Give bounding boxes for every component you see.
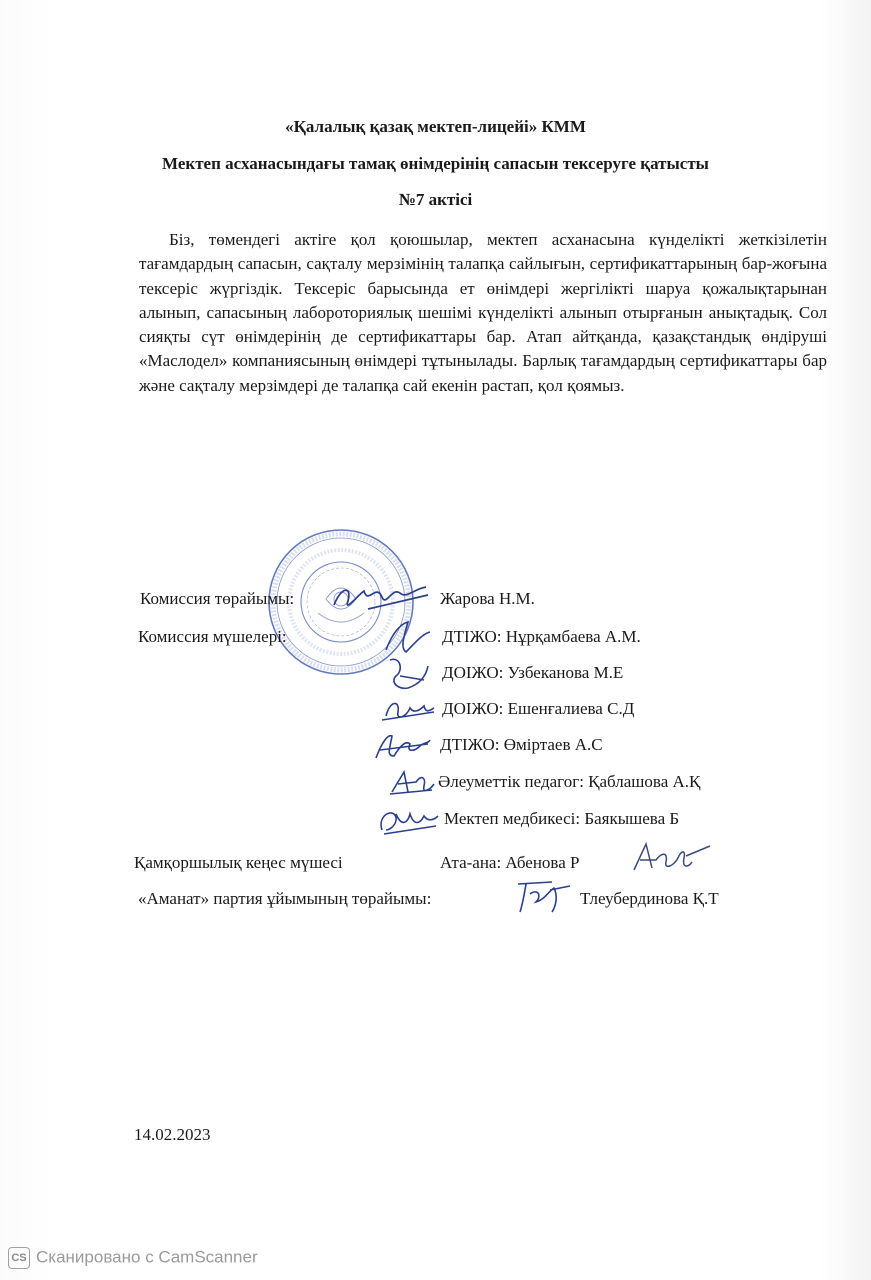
party-signature-icon [512,876,578,918]
camscanner-footer [8,1247,258,1269]
act-date: 14.02.2023 [134,1125,211,1144]
member-item: ДТІЖО: Нұрқамбаева А.М. [442,627,641,646]
member-signature-icon [374,800,444,840]
members-label: Комиссия мүшелері: [138,627,287,646]
member-item: Әлеуметтік педагог: Қаблашова А.Қ [438,772,701,791]
party-name: Тлеубердинова Қ.Т [580,889,719,908]
member-signature-icon [370,726,436,766]
member-item: ДОІЖО: Ешенғалиева С.Д [442,699,635,718]
member-signature-icon [386,764,438,800]
member-signature-icon [378,690,438,728]
chair-name: Жарова Н.М. [440,589,535,608]
camscanner-text: Сканировано с CamScanner [36,1247,258,1267]
subject-title: Мектеп асханасындағы тамақ өнімдерінің сапасын тексеруге қатысты [162,154,709,173]
member-item: ДОІЖО: Узбеканова М.Е [442,663,624,682]
trustee-role: Ата-ана: Абенова Р [440,853,580,872]
chair-label: Комиссия төрайымы: [140,589,295,608]
party-label: «Аманат» партия ұйымының төрайымы: [138,889,432,908]
member-item: ДТІЖО: Өміртаев А.С [440,735,603,754]
camscanner-logo-icon: CS [8,1247,30,1269]
trustee-signature-icon [628,838,720,878]
act-number: №7 актісі [398,190,473,209]
member-item: Мектеп медбикесі: Баякышева Б [444,809,680,828]
act-body-text: Біз, төмендегі актіге қол қоюшылар, мектеп асханасына күнделікті жеткізілетін тағамдардың сапасын, сақталу мерзімінің талапқа сайлығын, сертификаттарының бар-жоғына тексеріс жүргіздік. Тексеріс барысында ет өнімдері жергілікті шаруа қожалықтарынан алынып, сапасының лабороториялық шешімі күнделікті алынып отырғанын анықтадық. Сол сияқты сүт өнімдерінің де сертификаттары бар. Атап айтқанда, қазақстандық өндіруші «Маслодел» компаниясының өнімдері тұтынылады. Барлық тағамдардың сертификаттары бар және сақталу мерзімдері де талапқа сай екенін растап, қол қоямыз. [139,230,827,395]
trustee-label: Қамқоршылық кеңес мүшесі [134,853,343,872]
org-title: «Қалалық қазақ мектеп-лицейі» КММ [285,117,586,136]
